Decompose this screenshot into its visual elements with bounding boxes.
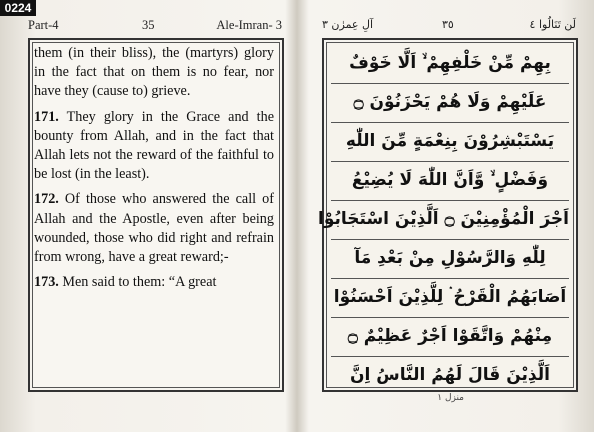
paragraph-text: them (in their bliss), the (martyrs) glory in the fact that on them is no fear, nor have they (cause to) grieve. bbox=[34, 45, 274, 100]
paragraph bbox=[34, 273, 274, 292]
image-id-badge: 0224 bbox=[0, 0, 36, 16]
page-number: ٣٥ bbox=[442, 18, 454, 31]
arabic-line: مِنْهُمْ وَاتَّقَوْا اَجْرٌ عَظِيْمٌ ۝ bbox=[331, 317, 569, 357]
verse-number: 173. bbox=[34, 274, 59, 291]
arabic-line: عَلَيْهِمْ وَلَا هُمْ يَحْزَنُوْنَ ۝ bbox=[331, 83, 569, 123]
paragraph-text: They glory in the Grace and the bounty from Allah, and in the fact that Allah lets not the reward of the faithful to be lost (in the least). bbox=[34, 108, 274, 183]
arabic-frame bbox=[318, 38, 578, 392]
surah-label: Ale-Imran- 3 bbox=[216, 18, 282, 32]
arabic-line: لِلّٰهِ وَالرَّسُوْلِ مِنْ بَعْدِ مَآ bbox=[331, 239, 569, 279]
paragraph-text: Of those who answered the call of Allah and the Apostle, even after being wounded, those who did right and refrain from wrong, have a great reward;- bbox=[34, 191, 274, 266]
arabic-line: وَفَضْلٍ ۙ وَّاَنَّ اللّٰهَ لَا يُضِيْعُ bbox=[331, 161, 569, 201]
paragraph-text: Men said to them: “A great bbox=[62, 274, 217, 291]
right-page bbox=[298, 0, 594, 432]
part-label: Part-4 bbox=[28, 18, 59, 32]
paragraph bbox=[34, 44, 274, 102]
right-page-header bbox=[322, 18, 576, 36]
arabic-line: اَصَابَهُمُ الْقَرْحُ ۛ لِلَّذِيْنَ اَحْسَنُوْا bbox=[331, 278, 569, 318]
surah-label: آلِ عِمرٰن ٣ bbox=[322, 18, 374, 31]
left-page-header bbox=[28, 18, 282, 36]
juz-label: لَن تَنَالُوا ٤ bbox=[529, 18, 576, 31]
paragraph bbox=[34, 190, 274, 267]
arabic-line: بِهِمْ مِّنْ خَلْفِهِمْ ۙ اَلَّا خَوْفٌ bbox=[331, 44, 569, 84]
arabic-line: اَلَّذِيْنَ قَالَ لَهُمُ النَّاسُ اِنَّ bbox=[350, 365, 550, 385]
verse-number: 172. bbox=[34, 191, 59, 208]
verse-number: 171. bbox=[34, 108, 59, 125]
translation-text bbox=[34, 44, 274, 298]
left-page bbox=[0, 0, 296, 432]
page-number: 35 bbox=[142, 18, 155, 32]
arabic-line: يَسْتَبْشِرُوْنَ بِنِعْمَةٍ مِّنَ اللّٰهِ bbox=[331, 122, 569, 162]
paragraph bbox=[34, 108, 274, 185]
manzil-footer: منزل ١ bbox=[437, 393, 464, 403]
arabic-line: اَجْرَ الْمُؤْمِنِيْنَ ۝ اَلَّذِيْنَ اسْتَجَابُوْا bbox=[331, 200, 569, 240]
